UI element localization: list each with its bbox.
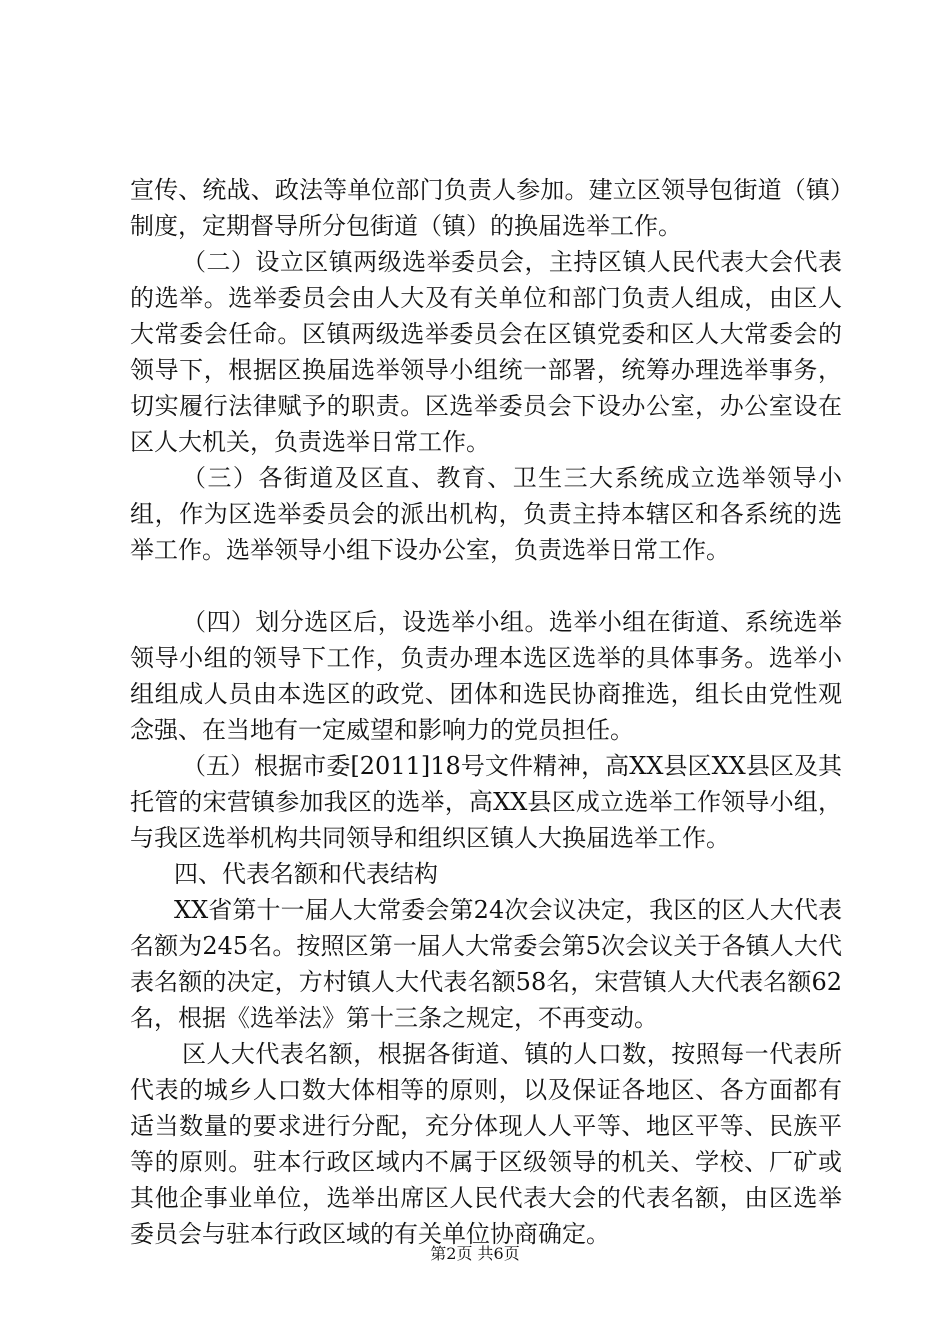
paragraph-city-document: （五）根据市委[2011]18号文件精神，高XX县区XX县区及其托管的宋营镇参加我区的选举，高XX县区成立选举工作领导小组，与我区选举机构共同领导和组织区镇人大换届选举工作。 xyxy=(130,752,842,852)
document-body xyxy=(130,172,842,1252)
paragraph-quota: XX省第十一届人大常委会第24次会议决定，我区的区人大代表名额为245名。按照区第一届人大常委会第5次会议关于各镇人大代表名额的决定，方村镇人大代表名额58名，宋营镇人大代表名额62名，根据《选举法》第十三条之规定，不再变动。 xyxy=(130,896,842,1032)
paragraph-leading-group: （三）各街道及区直、教育、卫生三大系统成立选举领导小组，作为区选举委员会的派出机构，负责主持本辖区和各系统的选举工作。选举领导小组下设办公室，负责选举日常工作。 xyxy=(130,464,842,564)
paragraph-continuation: 宣传、统战、政法等单位部门负责人参加。建立区领导包街道（镇）制度，定期督导所分包街道（镇）的换届选举工作。 xyxy=(130,176,842,240)
section-heading: 四、代表名额和代表结构 xyxy=(174,860,438,888)
paragraph-election-committee: （二）设立区镇两级选举委员会，主持区镇人民代表大会代表的选举。选举委员会由人大及有关单位和部门负责人组成，由区人大常委会任命。区镇两级选举委员会在区镇党委和区人大常委会的领导下，根据区换届选举领导小组统一部署，统筹办理选举事务，切实履行法律赋予的职责。区选举委员会下设办公室，办公室设在区人大机关，负责选举日常工作。 xyxy=(130,248,842,456)
paragraph-allocation: 区人大代表名额，根据各街道、镇的人口数，按照每一代表所代表的城乡人口数大体相等的原则，以及保证各地区、各方面都有适当数量的要求进行分配，充分体现人人平等、地区平等、民族平等的原则。驻本行政区域内不属于区级领导的机关、学校、厂矿或其他企事业单位，选举出席区人民代表大会的代表名额，由区选举委员会与驻本行政区域的有关单位协商确定。 xyxy=(130,1040,842,1248)
page-footer: 第2页 共6页 xyxy=(430,1244,520,1263)
paragraph-election-team: （四）划分选区后，设选举小组。选举小组在街道、系统选举领导小组的领导下工作，负责办理本选区选举的具体事务。选举小组组成人员由本选区的政党、团体和选民协商推选，组长由党性观念强、在当地有一定威望和影响力的党员担任。 xyxy=(130,608,842,744)
paragraph-gap xyxy=(130,568,842,604)
